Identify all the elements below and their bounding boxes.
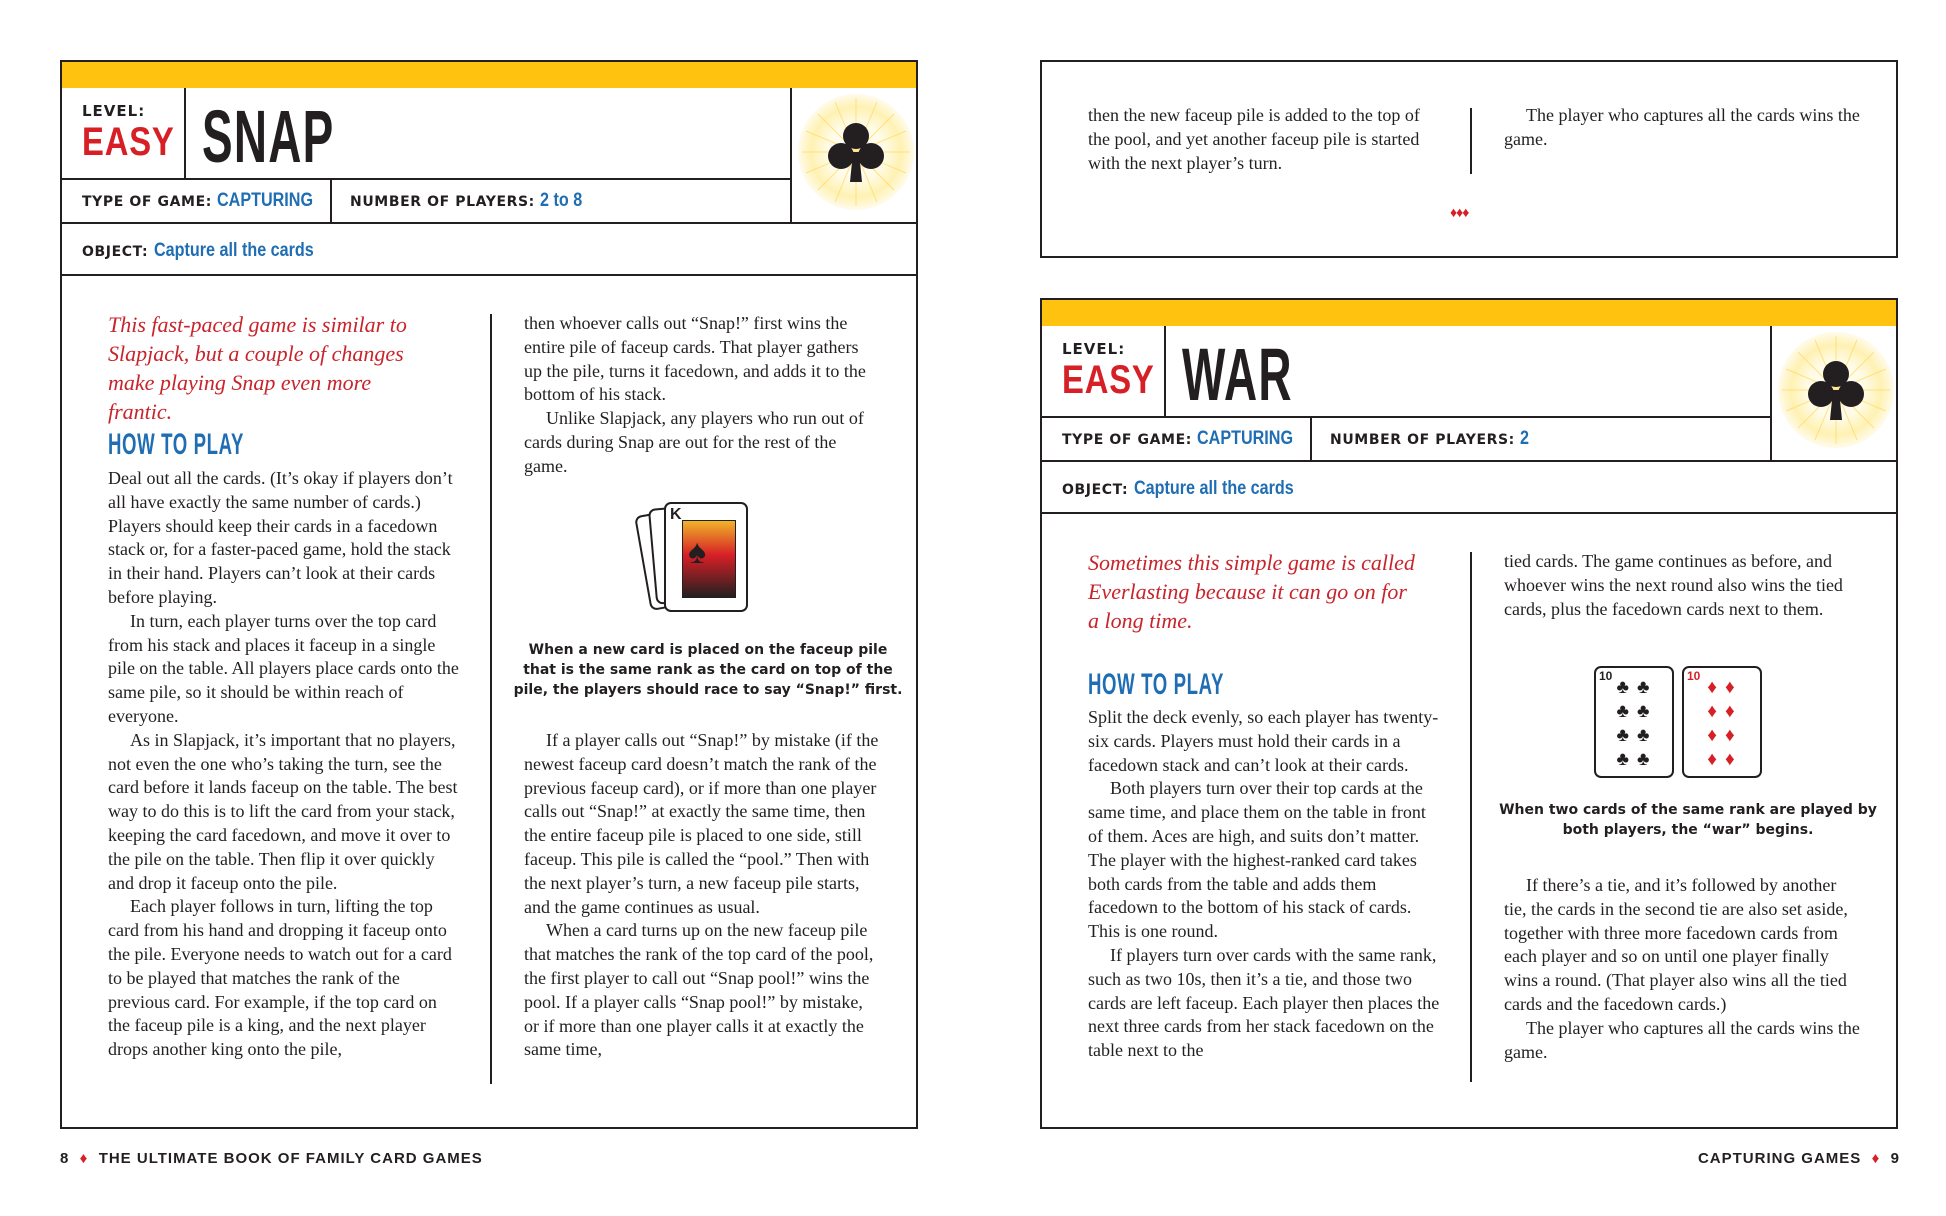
illustration-caption: When two cards of the same rank are played by both players, the “war” begins. [1499,802,1877,838]
card-rank: 10 [1687,669,1701,683]
body-column-2-bottom [524,729,880,1062]
divider [790,88,792,222]
players-label: NUMBER OF PLAYERS: [1330,432,1515,448]
paragraph: Deal out all the cards. (It’s okay if players don’t all have exactly the same number of cards.) Players should keep their cards in a facedown stack or, for a faster-paced game, hold the stack in their hand. Players can’t look at their cards before playing. [108,468,453,607]
section-divider-diamonds: ♦♦♦ [1450,206,1469,221]
paragraph: As in Slapjack, it’s important that no players, not even the one who’s taking the turn, see the card before it lands faceup on the table. The best way to do this is to lift the card from your stack, keeping the card facedown, and move it over to the pile on the table. Then flip it over quickly and drop it faceup onto the pile. [108,729,458,893]
paragraph: The player who captures all the cards wins the game. [1504,1017,1860,1062]
game-object [82,240,342,262]
type-label: TYPE OF GAME: [82,194,212,210]
card-rank: K [670,506,682,523]
yellow-header-bar [62,62,916,88]
left-page-footer [60,1150,483,1167]
paragraph: Unlike Slapjack, any players who run out of cards during Snap are out for the rest of the game. [524,408,864,476]
level-label: LEVEL: [1062,340,1126,358]
divider [1164,326,1166,416]
continued-text: then the new faceup pile is added to the top of the pool, and yet another faceup pile is started with the next player’s turn. [1088,105,1420,173]
club-pips: ♣♣ ♣♣ ♣♣ ♣♣ [1616,677,1658,770]
ten-of-clubs-card [1594,666,1674,778]
body-column-1 [108,467,462,1062]
king-of-spades-card [664,502,748,612]
paragraph: If players turn over cards with the same rank, such as two 10s, then it’s a tie, and those two cards are left faceup. Each player then places the next three cards from her stack facedown on the table next to the [1088,944,1440,1061]
paragraph: Each player follows in turn, lifting the top card from his hand and dropping it faceup onto the pile. Everyone needs to watch out for a card to be played that matches the rank of the previous card. For example, if the top card on the faceup pile is a king, and the next player drops another king onto the pile, [108,896,452,1060]
ten-of-diamonds-card [1682,666,1762,778]
body-column-1 [1088,706,1440,1063]
paragraph: Both players turn over their top cards at the same time, and place them on the table in front of them. Aces are high, and suits don’t matter. The player with the highest-ranked card takes both cards from the table and adds them facedown to the bottom of his stack of cards. This is one round. [1088,778,1426,942]
object-value: Capture all the cards [1133,478,1294,499]
diamond-icon: ♦ [74,1150,94,1167]
divider [184,88,186,178]
club-icon [798,94,914,210]
body-column-2-bottom [1504,874,1860,1064]
divider [1042,416,1772,418]
players-value: 2 [1520,428,1530,449]
divider [1042,460,1896,462]
divider [62,178,792,180]
object-label: OBJECT: [1062,482,1129,498]
king-card-stack-illustration [642,500,762,630]
divider [1770,326,1772,460]
type-label: TYPE OF GAME: [1062,432,1192,448]
paragraph: If a player calls out “Snap!” by mistake (if the newest faceup card doesn’t match the rank of the previous faceup card), or if more than one player calls out “Snap!” at exactly the same time, then the entire faceup pile is placed to one side, still faceup. This pile is called the “pool.” Then with the next player’s turn, a new faceup pile starts, and the game continues as usual. [524,730,879,917]
divider [62,274,916,276]
war-game-panel [1040,298,1898,1129]
game-object [1062,478,1322,500]
right-page-footer [1698,1150,1900,1167]
column-divider [490,314,492,1084]
paragraph: In turn, each player turns over the top card from his stack and places it faceup in a single pile on the table. All players place cards onto the same pile, so it should be within reach of everyone. [108,610,459,726]
how-to-play-heading: HOW TO PLAY [108,428,245,461]
spade-icon: ♠ [688,534,707,571]
level-label: LEVEL: [82,102,146,120]
number-of-players [1330,428,1531,450]
game-title: WAR [1182,333,1293,416]
body-column-2-top [524,312,880,479]
column-divider [1470,552,1472,1082]
intro-text: Sometimes this simple game is called Everlasting because it can go on for a long time. [1088,550,1415,633]
players-label: NUMBER OF PLAYERS: [350,194,535,210]
object-label: OBJECT: [82,244,149,260]
yellow-header-bar [1042,300,1896,326]
divider [1042,512,1896,514]
paragraph: When a card turns up on the new faceup pile that matches the rank of the top card of the pool, the first player to call out “Snap pool!” wins the pool. If a player calls “Snap pool!” by mistake, or if more than one player calls it at exactly the same time, [524,920,874,1060]
illustration-caption: When a new card is placed on the faceup pile that is the same rank as the card on top of the pile, the players should race to say “Snap!” first. [513,642,903,698]
continued-text: The player who captures all the cards wins the game. [1504,105,1860,149]
paragraph: Split the deck evenly, so each player has twenty-six cards. Players must hold their cards in a facedown stack and can’t look at their cards. [1088,707,1439,775]
divider [62,222,916,224]
card-rank: 10 [1599,669,1613,683]
paragraph: If there’s a tie, and it’s followed by another tie, the cards in the second tie are also set aside, together with three more facedown cards from each player and so on until one player finally wins a round. (That player also wins all the tied cards and the facedown cards.) [1504,875,1848,1014]
level-value: EASY [1062,358,1155,402]
snap-continuation-panel [1040,60,1898,258]
game-type [82,190,330,212]
diamond-icon: ♦ [1866,1150,1886,1167]
type-value: CAPTURING [217,190,314,211]
paragraph: then whoever calls out “Snap!” first wins the entire pile of faceup cards. That player gathers up the pile, turns it facedown, and adds it to the bottom of his stack. [524,313,866,405]
game-title: SNAP [202,95,335,178]
diamond-pips: ♦♦ ♦♦ ♦♦ ♦♦ [1707,677,1743,770]
type-value: CAPTURING [1197,428,1294,449]
running-head: THE ULTIMATE BOOK OF FAMILY CARD GAMES [98,1150,483,1167]
how-to-play-heading: HOW TO PLAY [1088,668,1225,701]
level-value: EASY [82,120,175,164]
page-number: 8 [60,1150,70,1167]
snap-game-panel [60,60,918,1129]
object-value: Capture all the cards [153,240,314,261]
intro-text: This fast-paced game is similar to Slapjack, but a couple of changes make playing Snap even more frantic. [108,312,407,424]
club-icon [1778,332,1894,448]
body-column-2-top: tied cards. The game continues as before, and whoever wins the next round also wins the tied cards, plus the facedown cards next to them. [1504,551,1843,619]
game-type [1062,428,1310,450]
number-of-players [350,190,590,212]
players-value: 2 to 8 [540,190,583,211]
running-head: CAPTURING GAMES [1697,1150,1862,1167]
page-number: 9 [1890,1150,1900,1167]
column-divider [1470,108,1472,174]
